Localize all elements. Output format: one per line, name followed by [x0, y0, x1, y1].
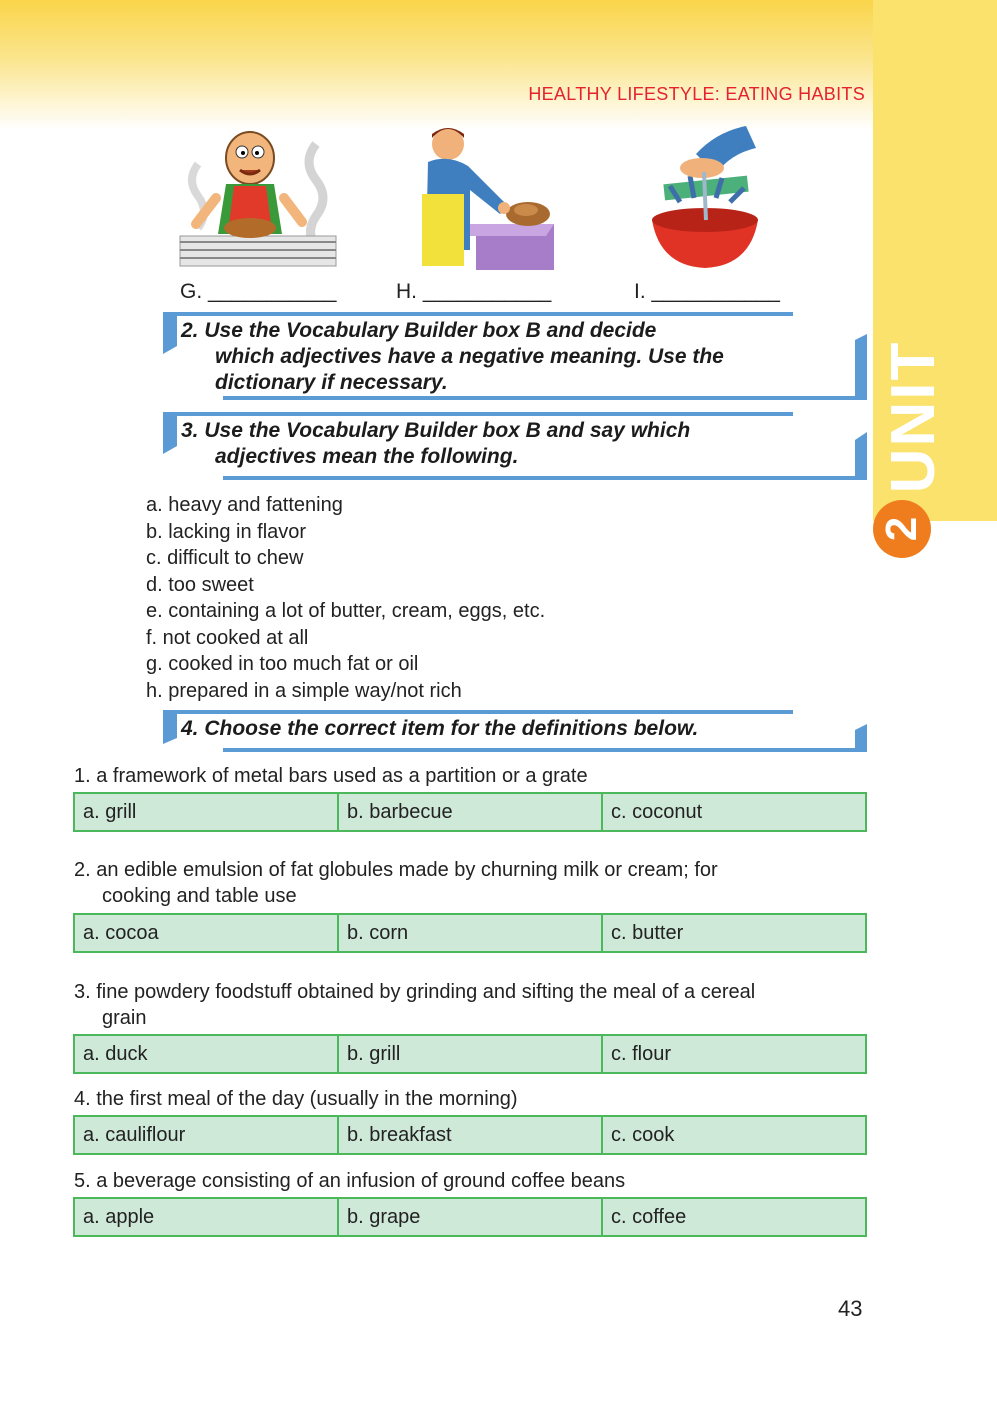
- list-item: f. not cooked at all: [146, 626, 309, 649]
- blank-g[interactable]: G. ___________: [180, 280, 337, 303]
- option-4c[interactable]: c. cook: [611, 1124, 675, 1146]
- list-item: a. heavy and fattening: [146, 494, 343, 516]
- option-5a[interactable]: a. apple: [75, 1199, 339, 1235]
- option-5c[interactable]: c. coffee: [611, 1206, 687, 1228]
- man-cutting-meat-icon: [406, 124, 554, 272]
- page-header-title: HEALTHY LIFESTYLE: EATING HABITS: [528, 84, 865, 104]
- task-2-line1: 2. Use the Vocabulary Builder box B and decide: [181, 319, 657, 342]
- option-1b[interactable]: b. barbecue: [339, 794, 603, 830]
- list-item: c. difficult to chew: [146, 547, 304, 569]
- unit-number-badge: 2: [873, 500, 931, 558]
- option-2a[interactable]: a. cocoa: [75, 915, 339, 951]
- blank-i[interactable]: I. ___________: [634, 280, 780, 303]
- mixing-bowl-icon: [646, 124, 764, 274]
- cook-grilling-icon: [176, 124, 341, 272]
- list-item: g. cooked in too much fat or oil: [146, 653, 419, 675]
- definition-2: [74, 857, 874, 909]
- definition-2-text-cont: cooking and table use: [102, 885, 297, 907]
- option-3a[interactable]: a. duck: [75, 1036, 339, 1072]
- task-2-box: [163, 312, 867, 402]
- options-3: [73, 1034, 867, 1074]
- definition-4: [74, 1086, 874, 1112]
- options-5: [73, 1197, 867, 1237]
- unit-label: UNIT: [878, 340, 948, 494]
- options-1: [73, 792, 867, 832]
- option-2c[interactable]: c. butter: [611, 922, 684, 944]
- definition-3-text: 3. fine powdery foodstuff obtained by grinding and sifting the meal of a cereal: [74, 981, 756, 1003]
- definition-5-text: 5. a beverage consisting of an infusion of ground coffee beans: [74, 1170, 626, 1192]
- task-3-line2: adjectives mean the following.: [215, 445, 519, 468]
- task-4-text: [181, 716, 837, 742]
- list-item: e. containing a lot of butter, cream, eggs, etc.: [146, 600, 546, 622]
- top-gradient-band: [0, 0, 997, 130]
- options-4: [73, 1115, 867, 1155]
- adjective-definitions-list: [146, 492, 545, 704]
- option-3c[interactable]: c. flour: [611, 1043, 672, 1065]
- task-4-box: [163, 710, 867, 754]
- option-2b[interactable]: b. corn: [339, 915, 603, 951]
- option-4a[interactable]: a. cauliflour: [75, 1117, 339, 1153]
- option-5b[interactable]: b. grape: [339, 1199, 603, 1235]
- page-number: 43: [838, 1296, 863, 1321]
- option-3b[interactable]: b. grill: [339, 1036, 603, 1072]
- option-1a[interactable]: a. grill: [75, 794, 339, 830]
- task-3-box: [163, 412, 867, 482]
- definition-4-text: 4. the first meal of the day (usually in the morning): [74, 1088, 518, 1110]
- task-3-text: [181, 418, 837, 470]
- task-4-line1: 4. Choose the correct item for the definitions below.: [181, 717, 699, 740]
- definition-3-text-cont: grain: [102, 1007, 147, 1029]
- definition-3: [74, 979, 874, 1031]
- definition-2-text: 2. an edible emulsion of fat globules made by churning milk or cream; for: [74, 859, 718, 881]
- blank-h[interactable]: H. ___________: [396, 280, 552, 303]
- task-2-text: [181, 318, 837, 396]
- task-2-line2: which adjectives have a negative meaning. Use the: [215, 345, 724, 368]
- definition-1-text: 1. a framework of metal bars used as a partition or a grate: [74, 765, 588, 787]
- list-item: b. lacking in flavor: [146, 520, 307, 543]
- definition-5: [74, 1168, 874, 1194]
- task-3-line1: 3. Use the Vocabulary Builder box B and say which: [181, 419, 691, 442]
- option-1c[interactable]: c. coconut: [611, 801, 703, 823]
- options-2: [73, 913, 867, 953]
- option-4b[interactable]: b. breakfast: [339, 1117, 603, 1153]
- definition-1: [74, 763, 874, 789]
- task-2-line3: dictionary if necessary.: [215, 371, 448, 394]
- list-item: d. too sweet: [146, 573, 254, 596]
- list-item: h. prepared in a simple way/not rich: [146, 679, 462, 702]
